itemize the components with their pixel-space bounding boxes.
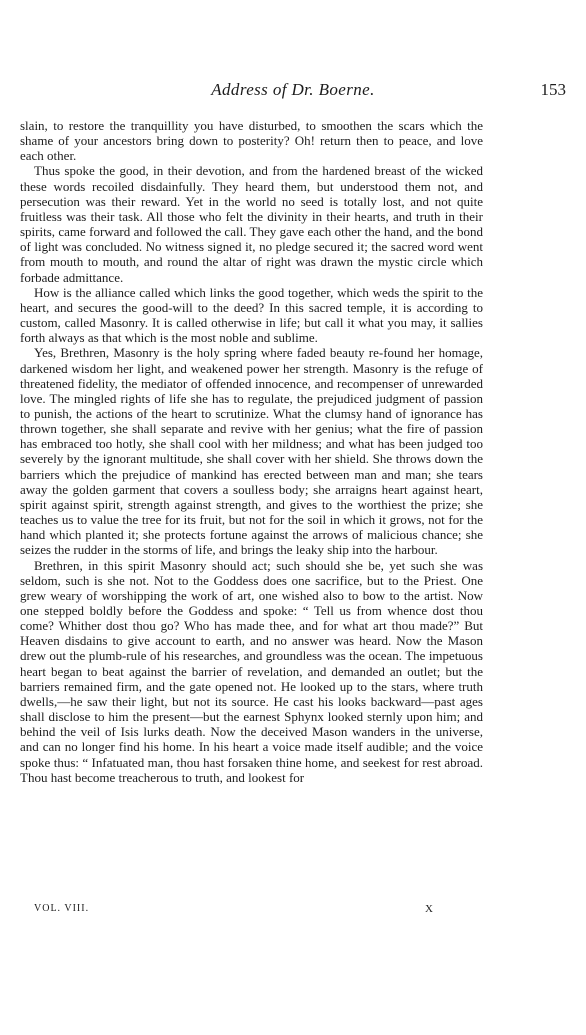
paragraph-5: Brethren, in this spirit Masonry should act; such should she be, yet such she was seldom, such is she not. Not to the Goddess does one sacrifice, but to the Priest. One grew weary of worshipping the work of art, one wished also to bow to the artist. Now one stepped boldly before the Goddess and spoke: “ Tell us from whence dost thou come? Whither dost thou go? Who has made thee, and for what art thou made?” But Heaven disdains to give account to earth, and no answer was heard. Now the Mason drew out the plumb-rule of his researches, and groundless was the ocean. The impetuous heart began to beat against the barrier of revelation, and demanded an outlet; but the barriers remained firm, and the gate opened not. He looked up to the stars, where truth dwells,—he saw their light, but not its source. He cast his looks backward—past ages shall disclose to him the present—but the earnest Sphynx looked sternly upon him; and behind the veil of Isis lurks death. Now the deceived Mason wanders in the universe, and can no longer find his home. In his heart a voice made itself audible; and the voice spoke thus: “ Infatuated man, thou hast forsaken thine home, and seekest for rest abroad. Thou hast become treacherous to truth, and lookest for — [20, 557, 483, 785]
volume-label: VOL. VIII. — [34, 903, 90, 914]
signature-mark: X — [425, 903, 433, 915]
page-number: 153 — [540, 80, 566, 99]
page-header — [20, 80, 566, 102]
running-title: Address of Dr. Boerne. — [211, 80, 375, 99]
paragraph-1: slain, to restore the tranquillity you have disturbed, to smoothen the scars which the shame of your ancestors bring down to posterity? Oh! return then to peace, and love each other. — [20, 118, 483, 164]
paragraph-4: Yes, Brethren, Masonry is the holy spring where faded beauty re-found her homage, darkened wisdom her light, and weakened power her strength. Masonry is the refuge of threatened fidelity, the mediator of offended innocence, and recompenser of unrewarded love. The mingled rights of life she has to regulate, the prejudiced judgment of passion to punish, the actions of the heart to scrutinize. What the clumsy hand of ignorance has thrown together, she shall separate and revive with her genius; what the fire of passion has embraced too hotly, she shall cool with her mildness; and what has been judged too severely by the ignorant multitude, she shall cover with her shield. She throws down the barriers which the prejudice of mankind has erected between man and man; she tears away the golden garment that covers a soulless body; she arraigns heart against heart, spirit against spirit, strength against strength, and gives to the worthiest the prize; she teaches us to value the tree for its fruit, but not for the soil in which it grows, not for the hand which planted it; she protects fortune against the arrows of malicious chance; she seizes the rudder in the storms of life, and brings the leaky ship into the harbour. — [20, 345, 483, 558]
paragraph-3: How is the alliance called which links the good together, which weds the spirit to the heart, and secures the good-will to the deed? In this sacred temple, it is according to custom, called Masonry. It is called otherwise in life; but call it what you may, it sallies forth always as that which is the most noble and sublime. — [20, 284, 483, 346]
paragraph-2: Thus spoke the good, in their devotion, and from the hardened breast of the wicked these words recoiled disdainfully. They heard them, but understood them not, and persecution was their reward. Yet in the world no seed is totally lost, and not quite fruitless was their task. All those who felt the divinity in their hearts, and truth in their spirits, came forward and followed the call. They gave each other the hand, and the bond of light was concluded. No witness signed it, no pledge secured it; the sacred word went from mouth to mouth, and round the altar of right was drawn the mystic circle which forbade admittance. — [20, 163, 483, 285]
page-footer — [20, 903, 483, 919]
body-text — [20, 118, 483, 785]
